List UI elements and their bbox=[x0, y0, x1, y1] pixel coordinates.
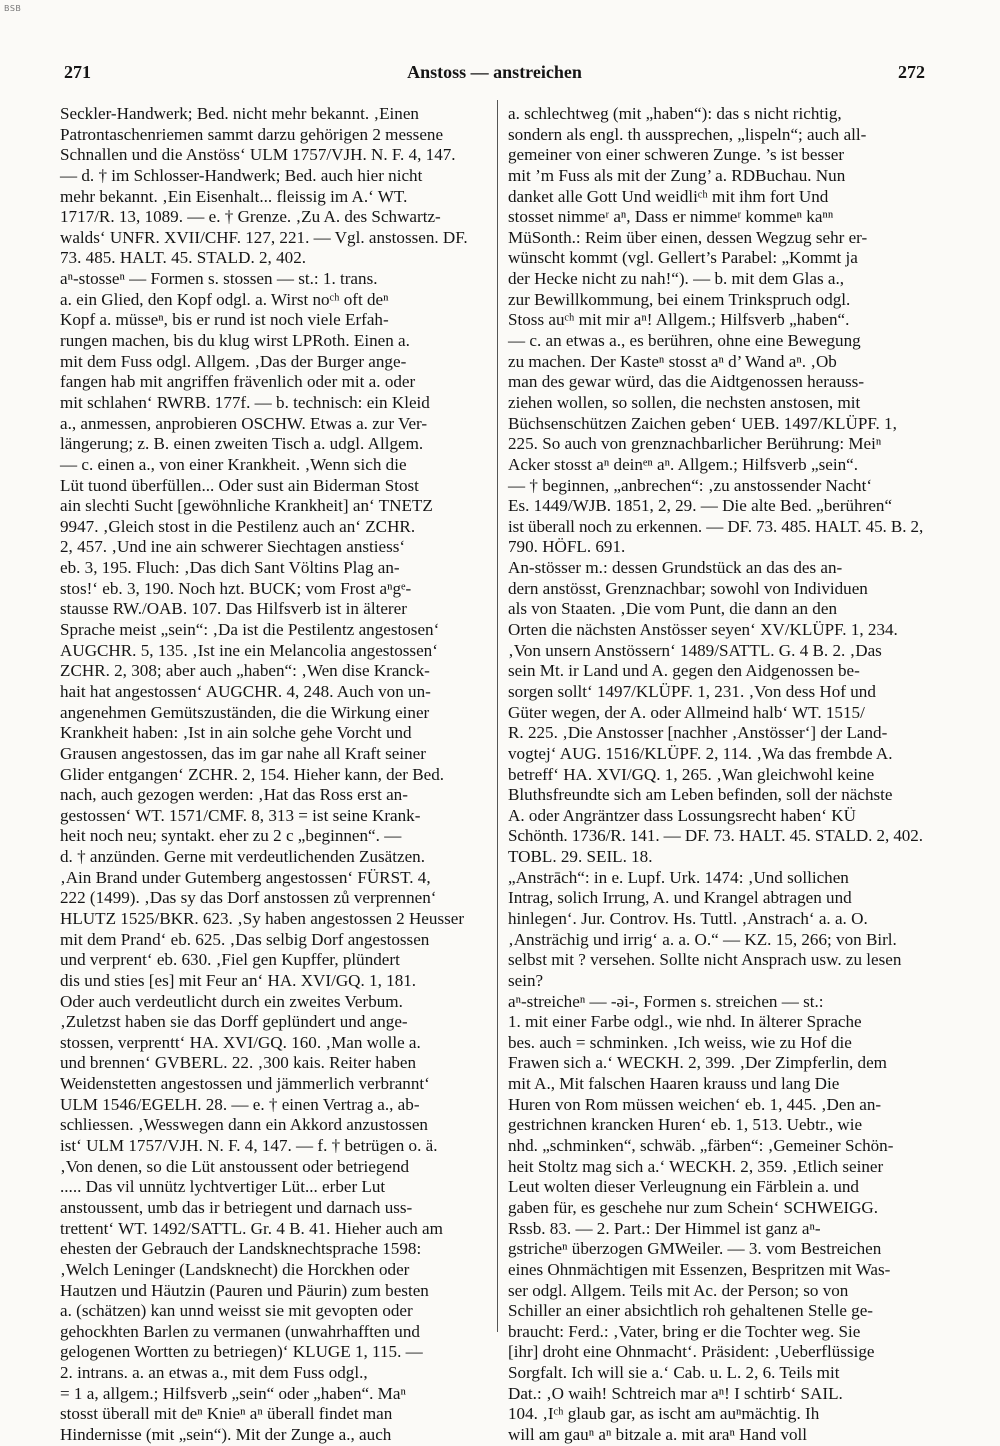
text-line: braucht: Ferd.: ‚Vater, bring er die Tochter weg. Sie bbox=[508, 1321, 861, 1341]
text-line: mehr bekannt. ‚Ein Eisenhalt... fleissig im A.‘ WT. bbox=[60, 186, 408, 206]
text-line: eines Ohnmächtigen mit Essenzen, Bespritzen mit Was- bbox=[508, 1259, 891, 1279]
text-line: MüSonth.: Reim über einen, dessen Wegzug sehr er- bbox=[508, 227, 868, 247]
text-line: als von Staaten. ‚Die vom Punt, die dann an den bbox=[508, 599, 837, 619]
text-line: und verprent‘ eb. 630. ‚Fiel gen Kupffer, plündert bbox=[60, 950, 400, 970]
text-line: Lüt tuond überfüllen... Oder sust ain Biderman Stost bbox=[60, 475, 419, 495]
text-line: will am gauⁿ aⁿ bitzale a. mit araⁿ Hand voll bbox=[508, 1425, 808, 1444]
text-line: sein Mt. ir Land und A. gegen den Aidgenossen be- bbox=[508, 661, 860, 681]
text-line: — d. † im Schlosser-Handwerk; Bed. auch hier nicht bbox=[60, 165, 423, 185]
text-line: gehockhten Barlen zu vermanen (unwahrhafften und bbox=[60, 1321, 420, 1341]
text-line: R. 225. ‚Die Anstosser [nachher ‚Anstösser‘] der Land- bbox=[508, 723, 888, 743]
text-line: — c. an etwas a., es berühren, ohne eine Bewegung bbox=[508, 331, 861, 351]
text-line: bes. auch = schminken. ‚Ich weiss, wie zu Hof die bbox=[508, 1032, 852, 1052]
text-line: aⁿ-stosseⁿ — Formen s. stossen — st.: 1. trans. bbox=[60, 269, 378, 289]
text-line: 225. So auch von grenznachbarlicher Berührung: Meiⁿ bbox=[508, 434, 882, 454]
text-line: Huren von Rom müssen weichen‘ eb. 1, 445. ‚Den an- bbox=[508, 1094, 882, 1114]
text-line: Schiller an einer absichtlich roh gehaltenen Stelle ge- bbox=[508, 1301, 874, 1321]
text-line: Es. 1449/WJB. 1851, 2, 29. — Die alte Bed. „berühren“ bbox=[508, 496, 893, 516]
running-title: Anstoss — anstreichen bbox=[407, 62, 582, 82]
text-line: Krankheit haben: ‚Ist in ain solche gehe Vorcht und bbox=[60, 723, 412, 743]
text-line: 9947. ‚Gleich stost in die Pestilenz auch an‘ ZCHR. bbox=[60, 516, 416, 536]
text-line: walds‘ UNFR. XVII/CHF. 127, 221. — Vgl. anstossen. DF. bbox=[60, 227, 468, 247]
text-line: Glider entgangen‘ ZCHR. 2, 154. Hieher kann, der Bed. bbox=[60, 764, 445, 784]
text-line: rungen machen, bis du klug wirst LPRoth. Einen a. bbox=[60, 331, 410, 351]
text-line: sorgen sollt‘ 1497/KLÜPF. 1, 231. ‚Von dess Hof und bbox=[508, 681, 876, 701]
text-line: mit dem Fuss odgl. Allgem. ‚Das der Burger ange- bbox=[60, 351, 407, 371]
left-column bbox=[60, 104, 475, 1446]
text-line: sein? bbox=[508, 970, 544, 990]
text-line: betreff‘ HA. XVI/GQ. 1, 265. ‚Wan gleichwohl keine bbox=[508, 764, 875, 784]
text-line: ‚Zuletzst haben sie das Dorff geplündert und ange- bbox=[60, 1012, 408, 1032]
text-line: 790. HÖFL. 691. bbox=[508, 537, 626, 557]
text-line: ziehen wollen, so sollen, die nechsten anstosen, mit bbox=[508, 392, 861, 412]
text-line: ‚Welch Leninger (Landsknecht) die Horckhen oder bbox=[60, 1259, 410, 1279]
text-line: zu machen. Der Kasteⁿ stosst aⁿ d’ Wand aⁿ. ‚Ob bbox=[508, 351, 837, 371]
text-line: gestrichnen krancken Huren‘ eb. 1, 513. Uebtr., wie bbox=[508, 1115, 863, 1135]
text-line: 73. 485. HALT. 45. STALD. 2, 402. bbox=[60, 248, 307, 268]
text-line: ‚Ansträchig und irrig‘ a. a. O.“ — KZ. 15, 266; von Birl. bbox=[508, 929, 897, 949]
text-line: Güter wegen, der A. oder Allmeind halb‘ WT. 1515/ bbox=[508, 702, 865, 722]
text-line: Stoss auᶜʰ mit mir aⁿ! Allgem.; Hilfsverb „haben“. bbox=[508, 310, 850, 330]
text-line: stosst überall mit deⁿ Knieⁿ aⁿ überall findet man bbox=[60, 1404, 393, 1424]
text-line: aⁿ-streicheⁿ — -əi-, Formen s. streichen — st.: bbox=[508, 991, 824, 1011]
text-line: sondern als engl. th aussprechen, „lispeln“; auch all- bbox=[508, 124, 867, 144]
text-line: ser odgl. Allgem. Teils mit Ac. der Person; so von bbox=[508, 1280, 849, 1300]
page-number-right: 272 bbox=[898, 62, 925, 82]
text-line: Weidenstetten angestossen und jämmerlich verbrannt‘ bbox=[60, 1074, 430, 1094]
text-line: Dat.: ‚O waih! Schtreich mar aⁿ! I schtirb‘ SAIL. bbox=[508, 1383, 843, 1403]
text-line: dern anstösst, Grenznachbar; sowohl von Individuen bbox=[508, 578, 868, 598]
text-line: ist überall noch zu erkennen. — DF. 73. 485. HALT. 45. B. 2, bbox=[508, 516, 924, 536]
text-line: danket alle Gott Und weidliᶜʰ mit ihm fort Und bbox=[508, 186, 829, 206]
text-line: nach, auch gezogen werden: ‚Hat das Ross erst an- bbox=[60, 785, 408, 805]
text-line: stos!‘ eb. 3, 190. Noch hzt. BUCK; vom Frost aⁿgᵉ- bbox=[60, 578, 412, 598]
text-line: Grausen angestossen, das im gar nahe all Kraft seiner bbox=[60, 743, 426, 763]
column-divider bbox=[497, 100, 498, 1332]
text-line: gstricheⁿ überzogen GMWeiler. — 3. vom Bestreichen bbox=[508, 1239, 882, 1259]
text-line: A. oder Angräntzer dass Lossungsrecht haben‘ KÜ bbox=[508, 805, 856, 825]
text-line: fangen hab mit angriffen frävenlich oder mit a. oder bbox=[60, 372, 416, 392]
text-line: Schnallen und die Anstöss‘ ULM 1757/VJH. N. F. 4, 147. bbox=[60, 145, 456, 165]
text-line: mit A., Mit falschen Haaren krauss und lang Die bbox=[508, 1074, 840, 1094]
text-line: Intrag, solich Irrung, A. und Krangel abtragen und bbox=[508, 888, 852, 908]
text-line: zur Bewillkommung, bei einem Trinkspruch odgl. bbox=[508, 289, 851, 309]
text-line: hait hat angestossen‘ AUGCHR. 4, 248. Auch von un- bbox=[60, 681, 431, 701]
text-line: gestossen‘ WT. 1571/CMF. 8, 313 = ist seine Krank- bbox=[60, 805, 421, 825]
text-line: hinlegen‘. Jur. Controv. Hs. Tuttl. ‚Anstrach‘ a. a. O. bbox=[508, 908, 868, 928]
text-line: nhd. „schminken“, schwäb. „färben“: ‚Gemeiner Schön- bbox=[508, 1136, 894, 1156]
text-line: eb. 3, 195. Fluch: ‚Das dich Sant Völtins Plag an- bbox=[60, 558, 400, 578]
text-line: Hautzen und Häutzin (Pauren und Päurin) zum besten bbox=[60, 1280, 429, 1300]
text-line: Bluthsfreundte sich am Leben befinden, soll der nächste bbox=[508, 785, 893, 805]
text-line: HLUTZ 1525/BKR. 623. ‚Sy haben angestossen 2 Heusser bbox=[60, 908, 465, 928]
text-line: stossen, verprentt‘ HA. XVI/GQ. 160. ‚Man wolle a. bbox=[60, 1032, 421, 1052]
text-line: ehesten der Gebrauch der Landsknechtsprache 1598: bbox=[60, 1239, 422, 1259]
text-line: d. † anzünden. Gerne mit verdeutlichenden Zusätzen. bbox=[60, 847, 426, 867]
text-line: gaben für, es geschehe nur zum Schein‘ SCHWEIGG. bbox=[508, 1197, 879, 1217]
text-line: Sprache meist „sein“: ‚Da ist die Pestilentz angestosen‘ bbox=[60, 620, 440, 640]
text-line: selbst mit ? versehen. Sollte nicht Ansprach usw. zu lesen bbox=[508, 950, 902, 970]
text-line: 1. mit einer Farbe odgl., wie nhd. In älterer Sprache bbox=[508, 1012, 862, 1032]
text-line: 2, 457. ‚Und ine ain schwerer Siechtagen anstiess‘ bbox=[60, 537, 406, 557]
text-line: Acker stosst aⁿ deinᵉⁿ aⁿ. Allgem.; Hilfsverb „sein“. bbox=[508, 454, 858, 474]
text-line: ..... Das vil unnütz lychtvertiger Lüt... erber Lut bbox=[60, 1177, 386, 1197]
text-line: heit noch neu; syntakt. eher zu 2 c „beginnen“. — bbox=[60, 826, 402, 846]
text-line: anstoussent, umb das ir betriegent und darnach uss- bbox=[60, 1197, 413, 1217]
text-line: „Anstrāch“: in e. Lupf. Urk. 1474: ‚Und sollichen bbox=[508, 867, 849, 887]
text-line: 104. ‚Iᶜʰ glaub gar, as ischt am auⁿmächtig. Ih bbox=[508, 1404, 820, 1424]
text-line: stausse RW./OAB. 107. Das Hilfsverb ist in älterer bbox=[60, 599, 407, 619]
text-line: mit schlahen‘ RWRB. 177f. — b. technisch: ein Kleid bbox=[60, 392, 430, 412]
text-line: TOBL. 29. SEIL. 18. bbox=[508, 847, 653, 867]
text-line: Schönth. 1736/R. 141. — DF. 73. HALT. 45. STALD. 2, 402. bbox=[508, 826, 923, 846]
text-line: der Hecke nicht zu nah!“). — b. mit dem Glas a., bbox=[508, 269, 845, 289]
text-line: Rssb. 83. — 2. Part.: Der Himmel ist ganz aⁿ- bbox=[508, 1218, 821, 1238]
text-line: An-stösser m.: dessen Grundstück an das des an- bbox=[508, 558, 843, 578]
text-line: trettent‘ WT. 1492/SATTL. Gr. 4 B. 41. Hieher auch am bbox=[60, 1218, 443, 1238]
text-line: mit dem Prand‘ eb. 625. ‚Das selbig Dorf angestossen bbox=[60, 929, 430, 949]
text-line: Kopf a. müsseⁿ, bis er rund ist noch viele Erfah- bbox=[60, 310, 389, 330]
text-line: heit Stoltz mag sich a.‘ WECKH. 2, 359. ‚Etlich seiner bbox=[508, 1156, 884, 1176]
page-header bbox=[62, 58, 927, 88]
text-line: a. (schätzen) kan unnd weisst sie mit gevopten oder bbox=[60, 1301, 413, 1321]
text-line: mit ’m Fuss als mit der Zung’ a. RDBuchau. Nun bbox=[508, 165, 846, 185]
text-line: — † beginnen, „anbrechen“: ‚zu anstossender Nacht‘ bbox=[508, 475, 873, 495]
text-line: Orten die nächsten Anstösser seyen‘ XV/KLÜPF. 1, 234. bbox=[508, 620, 898, 640]
text-line: Oder auch verdeutlicht durch ein zweites Verbum. bbox=[60, 991, 403, 1011]
text-line: ‚Von unsern Anstössern‘ 1489/SATTL. G. 4 B. 2. ‚Das bbox=[508, 640, 882, 660]
text-line: ZCHR. 2, 308; aber auch „haben“: ‚Wen dise Kranck- bbox=[60, 661, 430, 681]
text-line: ULM 1546/EGELH. 28. — e. † einen Vertrag a., ab- bbox=[60, 1094, 420, 1114]
text-line: angenehmen Gemütszuständen, die die Wirkung einer bbox=[60, 702, 430, 722]
text-line: Büchsenschützen Zaichen geben‘ UEB. 1497/KLÜPF. 1, bbox=[508, 413, 897, 433]
text-line: 1717/R. 13, 1089. — e. † Grenze. ‚Zu A. des Schwartz- bbox=[60, 207, 441, 227]
text-line: wünscht kommt (vgl. Gellert’s Parabel: „Kommt ja bbox=[508, 248, 858, 268]
text-line: — c. einen a., von einer Krankheit. ‚Wenn sich die bbox=[60, 454, 407, 474]
text-line: ‚Von denen, so die Lüt anstoussent oder betriegend bbox=[60, 1156, 410, 1176]
text-line: 2. intrans. a. an etwas a., mit dem Fuss odgl., bbox=[60, 1363, 368, 1383]
text-line: a., anmessen, anprobieren OSCHW. Etwas a. zur Ver- bbox=[60, 413, 428, 433]
text-line: man des gewar würd, das die Aidtgenossen herauss- bbox=[508, 372, 865, 392]
text-line: [ihr] droht eine Ohnmacht‘. Präsident: ‚Ueberflüssige bbox=[508, 1342, 875, 1362]
text-line: ain slechti Sucht [gewöhnliche Krankheit] an‘ TNETZ bbox=[60, 496, 433, 516]
library-stamp: BSB bbox=[4, 4, 22, 13]
text-line: dis und sties [es] mit Feur an‘ HA. XVI/GQ. 1, 181. bbox=[60, 970, 417, 990]
text-line: 222 (1499). ‚Das sy das Dorf anstossen zů verprennen‘ bbox=[60, 888, 437, 908]
text-line: gelogenen Wortten zu betriegen)‘ KLUGE 1, 115. — bbox=[60, 1342, 423, 1362]
text-line: a. ein Glied, den Kopf odgl. a. Wirst noᶜʰ oft deⁿ bbox=[60, 289, 389, 309]
text-line: Sorgfalt. Ich will sie a.‘ Cab. u. L. 2, 6. Teils mit bbox=[508, 1363, 840, 1383]
text-line: Hindernisse (mit „sein“). Mit der Zunge a., auch bbox=[60, 1425, 392, 1444]
text-line: und brennen‘ GVBERL. 22. ‚300 kais. Reiter haben bbox=[60, 1053, 417, 1073]
text-line: schliessen. ‚Wesswegen dann ein Akkord anzustossen bbox=[60, 1115, 428, 1135]
text-line: Frawen sich a.‘ WECKH. 2, 399. ‚Der Zimpferlin, dem bbox=[508, 1053, 887, 1073]
text-line: a. schlechtweg (mit „haben“): das s nicht richtig, bbox=[508, 104, 842, 123]
text-line: vogtej‘ AUG. 1516/KLÜPF. 2, 114. ‚Wa das frembde A. bbox=[508, 743, 893, 763]
text-line: stosset nimmeʳ aⁿ, Dass er nimmeʳ kommeⁿ kaⁿⁿ bbox=[508, 207, 834, 227]
text-line: = 1 a, allgem.; Hilfsverb „sein“ oder „haben“. Maⁿ bbox=[60, 1383, 406, 1403]
text-line: ‚Ain Brand under Gutemberg angestossen‘ FÜRST. 4, bbox=[60, 867, 431, 887]
text-line: Patrontaschenriemen sammt darzu gehörigen 2 messene bbox=[60, 124, 444, 144]
text-line: AUGCHR. 5, 135. ‚Ist ine ein Melancolia angestossen‘ bbox=[60, 640, 438, 660]
text-line: gemeiner von einer schweren Zunge. ’s ist besser bbox=[508, 145, 845, 165]
text-line: ist‘ ULM 1757/VJH. N. F. 4, 147. — f. † betrügen o. ä. bbox=[60, 1136, 438, 1156]
text-line: Seckler-Handwerk; Bed. nicht mehr bekannt. ‚Einen bbox=[60, 104, 419, 123]
page-number-left: 271 bbox=[64, 62, 91, 82]
text-line: Leut wolten dieser Verleugnung ein Färblein a. und bbox=[508, 1177, 859, 1197]
text-line: längerung; z. B. einen zweiten Tisch a. udgl. Allgem. bbox=[60, 434, 424, 454]
right-column bbox=[508, 104, 923, 1446]
